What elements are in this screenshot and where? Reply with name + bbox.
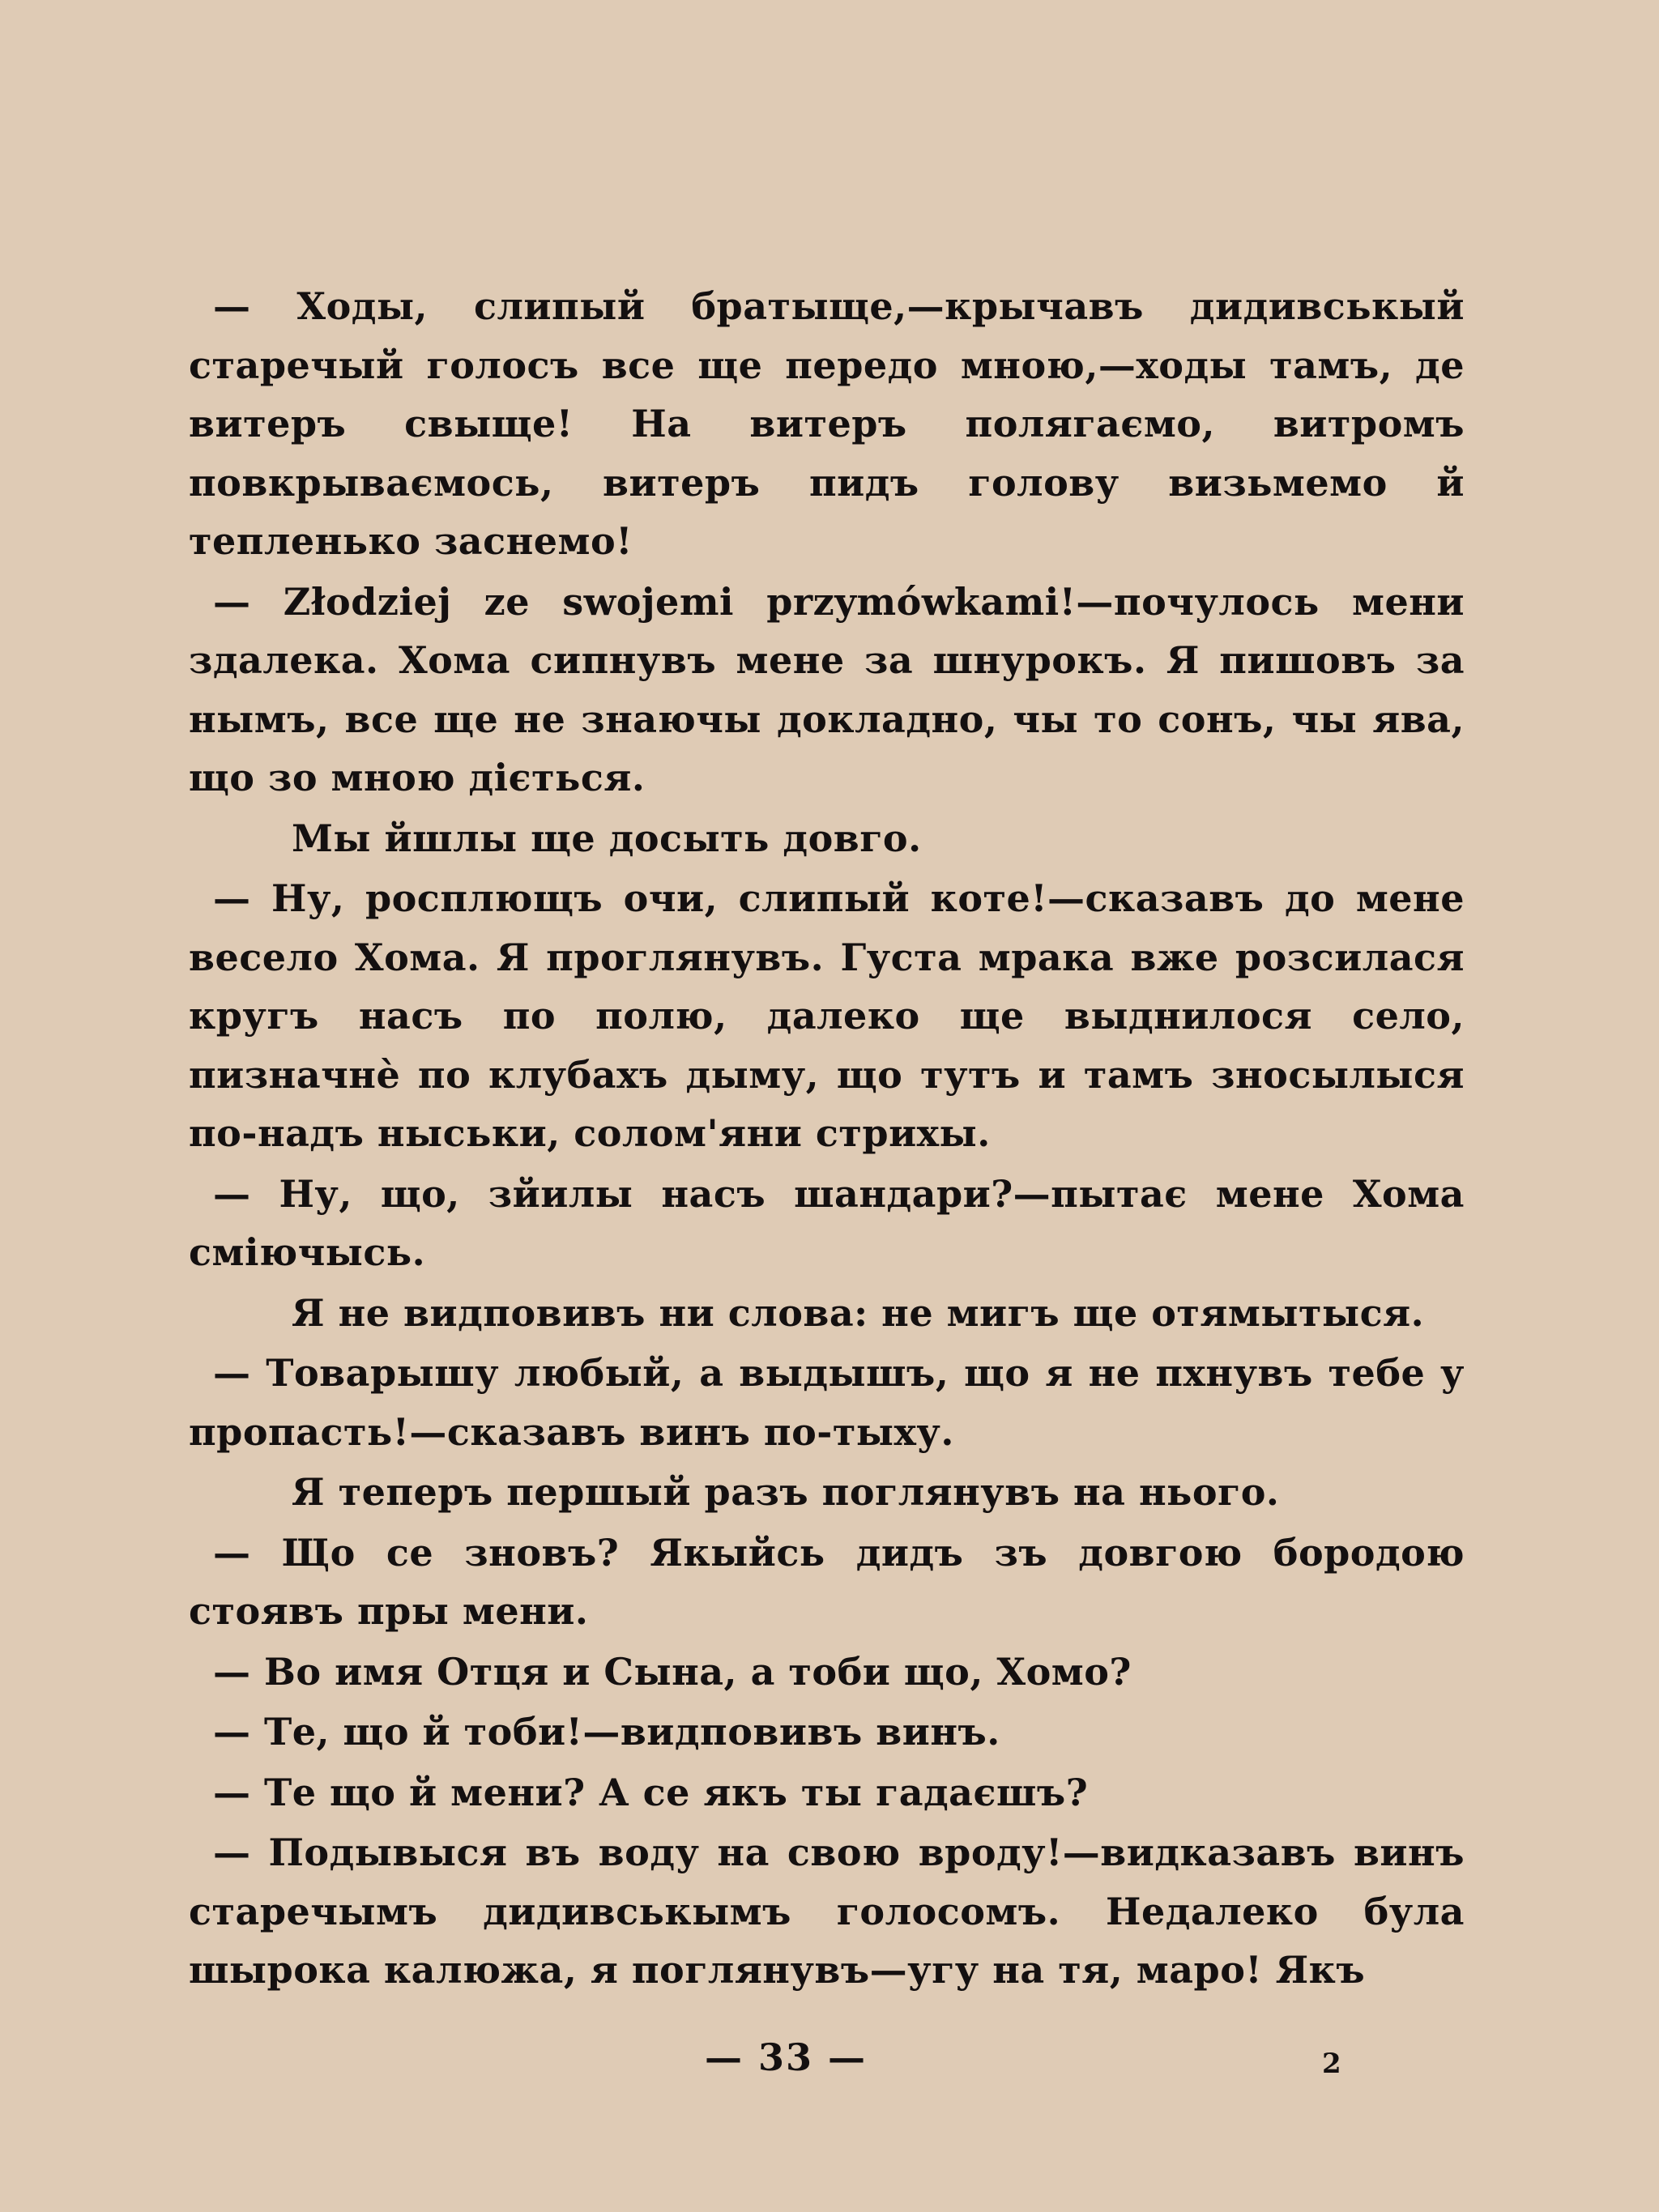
page-footer (0, 2025, 1659, 2090)
paragraph: — Товарышу любый, а выдышъ, що я не пхнувъ тебе у пропасть!—сказавъ винъ по-тыху. (189, 1351, 1465, 1454)
paragraph: Мы йшлы ще досыть довго. (292, 816, 922, 860)
paragraph: — Що се зновъ? Якыйсь дидъ зъ довгою бородою стоявъ пры мени. (189, 1530, 1465, 1633)
paragraph: Я не видповивъ ни слова: не мигъ ще отямытыся. (292, 1290, 1425, 1335)
paragraph: — Ходы, слипый братыще,—крычавъ дидивськый старечый голосъ все ще передо мною,—ходы тамъ, де витеръ свыще! На витеръ полягаємо, витромъ повкрываємось, витеръ пидъ голову визьмемо й тепленько заснемо! (189, 284, 1465, 563)
paragraph: — Подывыся въ воду на свою вроду!—видказавъ винъ старечымъ дидивськымъ голосомъ. Недалеко була шырока калюжа, я поглянувъ—угу на тя, маро! Якъ (189, 1831, 1465, 1992)
paragraph: — Ну, росплющъ очи, слипый коте!—сказавъ до мене весело Хома. Я проглянувъ. Густа мрака вже розсилася кругъ насъ по полю, далеко ще выднилося село, пизначнѐ по клубахъ дыму, що тутъ и тамъ зносылыся по-надъ ныськи, солом'яни стрихы. (189, 876, 1465, 1155)
paragraph: Я теперъ першый разъ поглянувъ на нього. (292, 1470, 1280, 1514)
paragraph: — Złodziej ze swojemi przymówkami!—почулось мени здалека. Хома сипнувъ мене за шнурокъ. Я пишовъ за нымъ, все ще не знаючы докладно, чы то сонъ, чы ява, що зо мною дiється. (189, 579, 1465, 799)
page-body-text (189, 277, 1465, 2000)
signature-mark: 2 (1322, 2048, 1341, 2080)
paragraph: — Ну, що, зйилы насъ шандари?—пытає мене Хома смiючысь. (189, 1171, 1465, 1274)
page-number: — 33 — (705, 2035, 868, 2079)
paragraph: — Во имя Отця и Сына, а тоби що, Хомо? (213, 1649, 1132, 1694)
paragraph: — Те що й мени? А се якъ ты гадаєшъ? (213, 1770, 1089, 1814)
paragraph: — Те, що й тоби!—видповивъ винъ. (213, 1710, 1000, 1754)
